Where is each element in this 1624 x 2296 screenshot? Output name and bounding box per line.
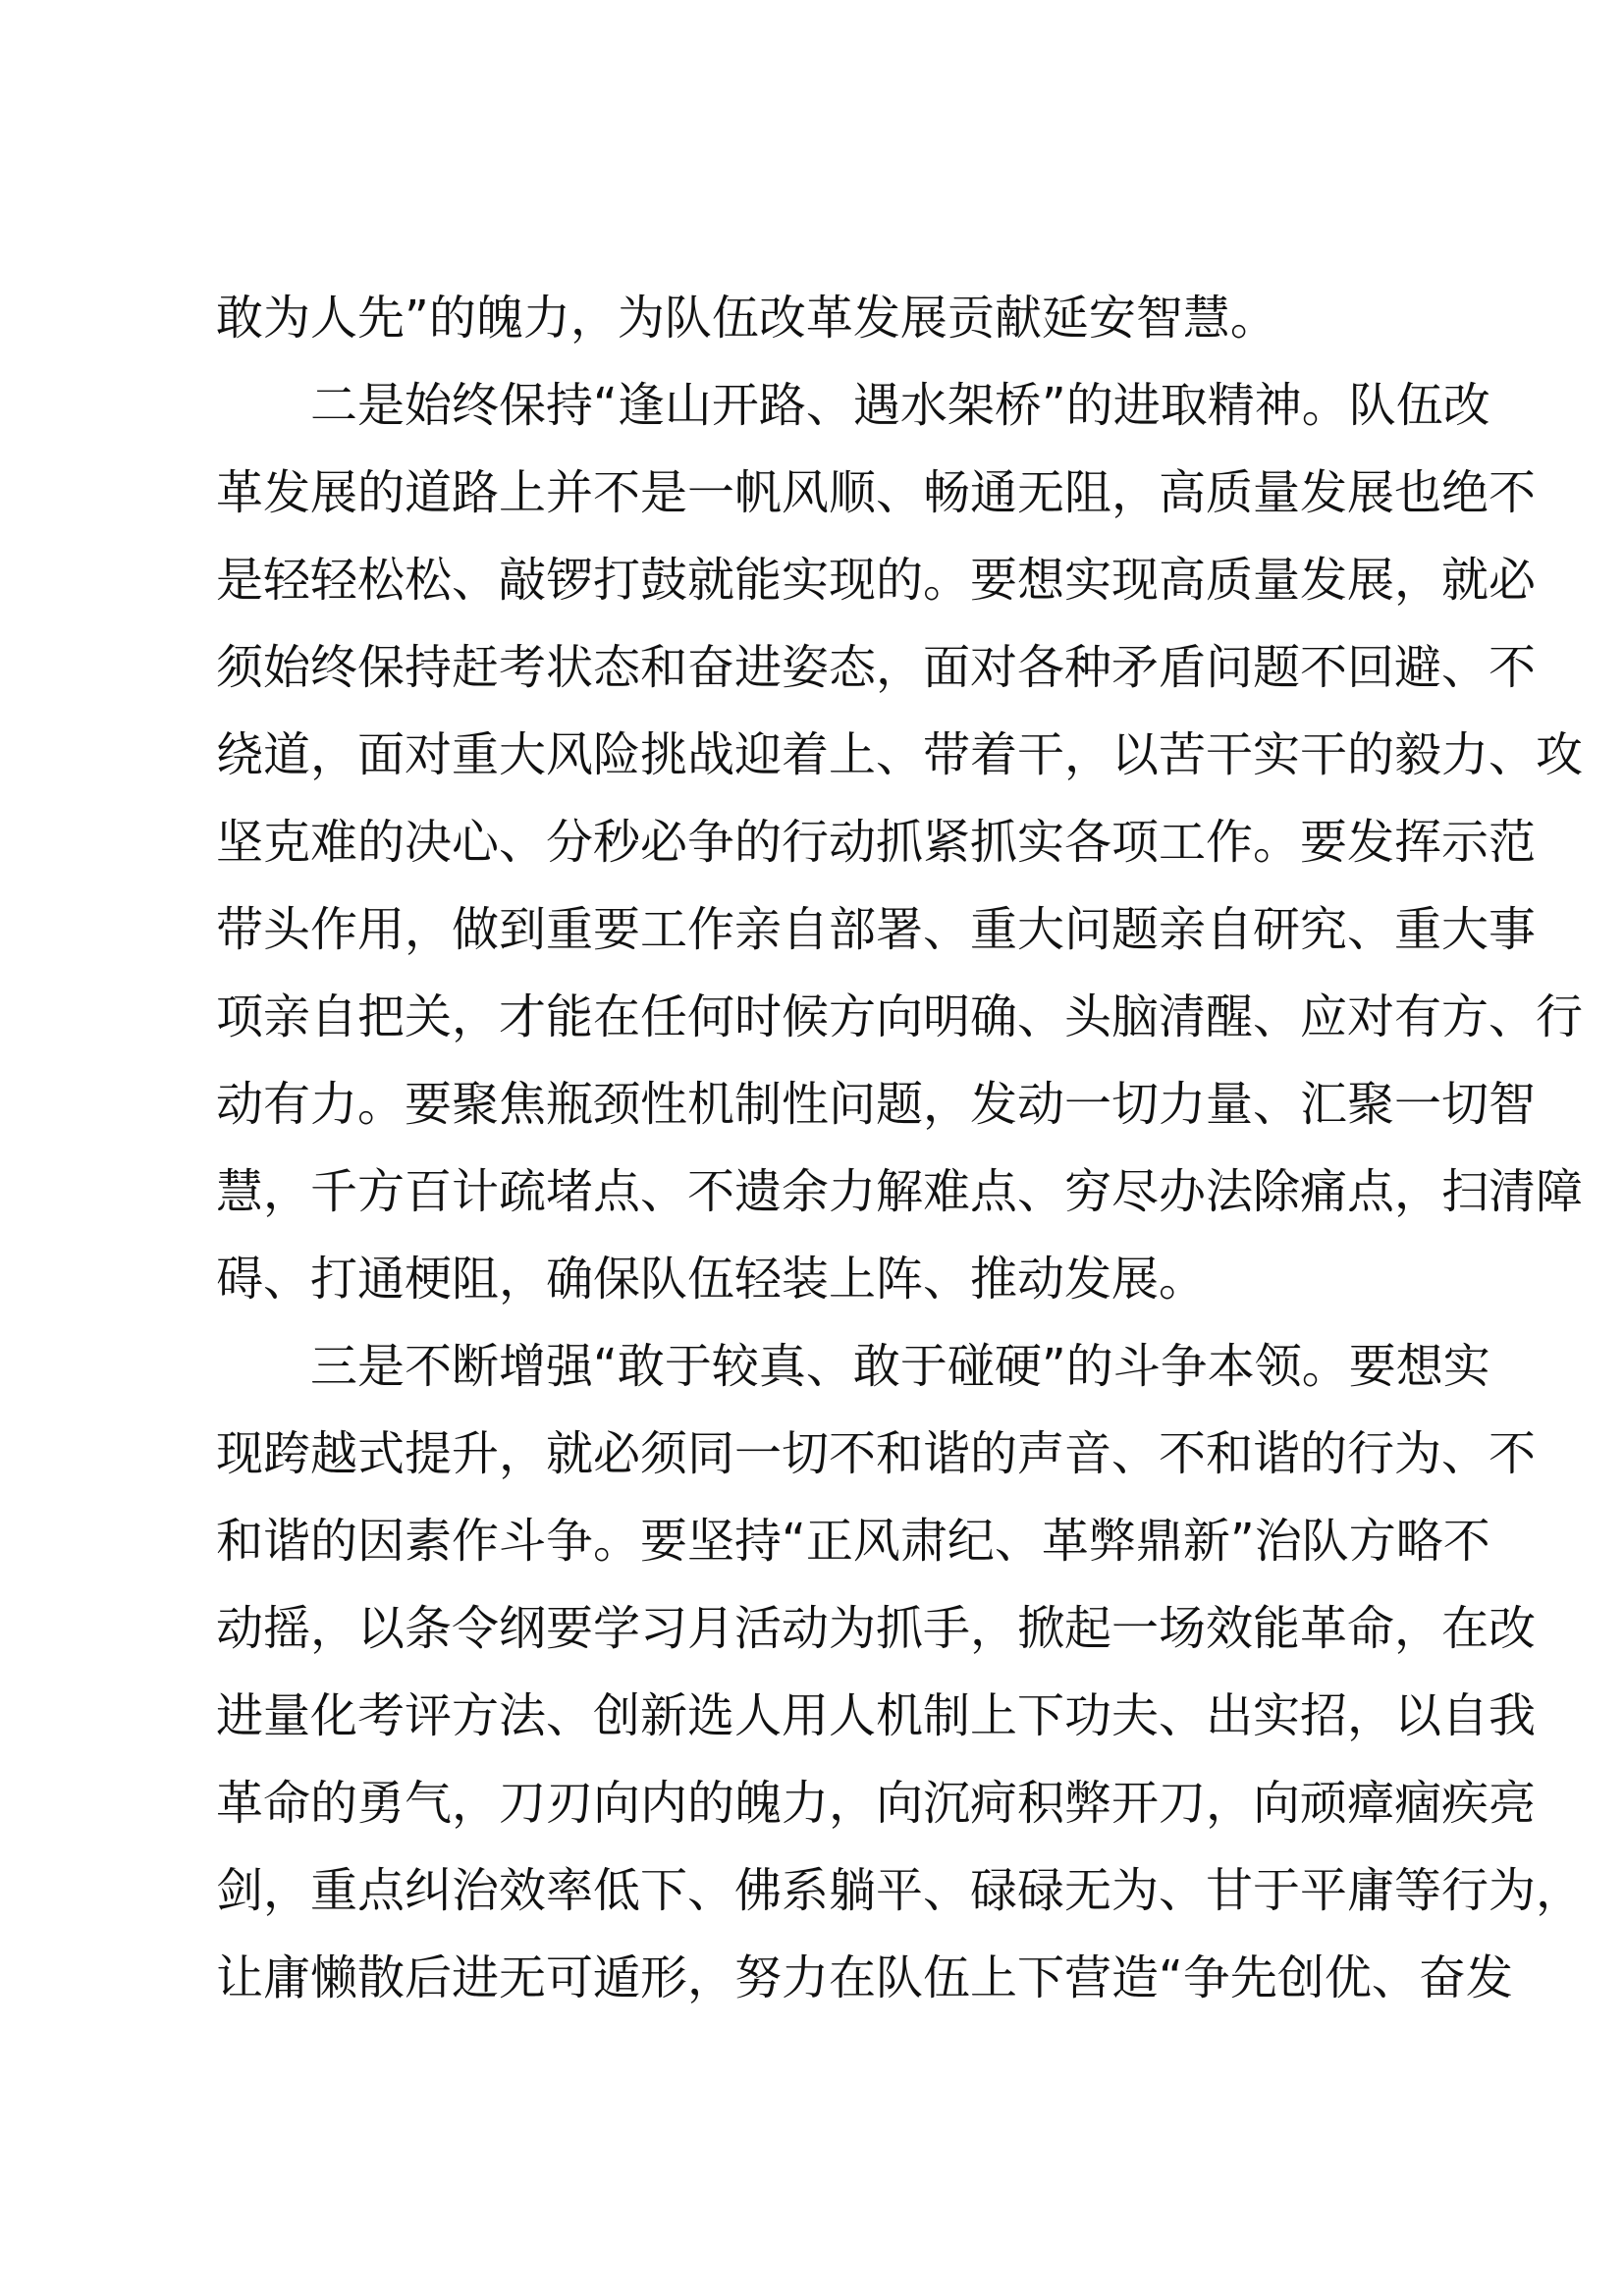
text-line: 坚克难的决心、分秒必争的行动抓紧抓实各项工作。要发挥示范 (216, 815, 1537, 870)
text-line: 项亲自把关，才能在任何时候方向明确、头脑清醒、应对有方、行 (216, 989, 1584, 1044)
text-line: 碍、打通梗阻，确保队伍轻装上阵、推动发展。 (216, 1252, 1207, 1307)
text-line: 是轻轻松松、敲锣打鼓就能实现的。要想实现高质量发展，就必 (216, 553, 1537, 608)
text-line: 慧，千方百计疏堵点、不遗余力解难点、穷尽办法除痛点，扫清障 (216, 1164, 1584, 1219)
paragraph-2 (216, 362, 1584, 1323)
text-line: 革命的勇气，刀刃向内的魄力，向沉疴积弊开刀，向顽瘴痼疾亮 (216, 1776, 1537, 1831)
text-line: 动有力。要聚焦瓶颈性机制性问题，发动一切力量、汇聚一切智 (216, 1077, 1537, 1132)
text-line: 革发展的道路上并不是一帆风顺、畅通无阻，高质量发展也绝不 (216, 465, 1537, 520)
text-line: 让庸懒散后进无可遁形，努力在队伍上下营造“争先创优、奋发 (216, 1950, 1513, 2005)
text-line: 和谐的因素作斗争。要坚持“正风肃纪、革弊鼎新”治队方略不 (216, 1514, 1490, 1569)
text-line: 三是不断增强“敢于较真、敢于碰硬”的斗争本领。要想实 (310, 1339, 1490, 1394)
text-line: 剑，重点纠治效率低下、佛系躺平、碌碌无为、甘于平庸等行为， (216, 1863, 1584, 1918)
text-line: 现跨越式提升，就必须同一切不和谐的声音、不和谐的行为、不 (216, 1426, 1537, 1481)
text-line: 敢为人先”的魄力，为队伍改革发展贡献延安智慧。 (216, 291, 1277, 346)
text-line: 带头作用，做到重要工作亲自部署、重大问题亲自研究、重大事 (216, 902, 1537, 957)
text-line: 动摇，以条令纲要学习月活动为抓手，掀起一场效能革命，在改 (216, 1601, 1537, 1656)
text-line: 二是始终保持“逢山开路、遇水架桥”的进取精神。队伍改 (310, 378, 1490, 433)
paragraph-1 (216, 275, 1434, 362)
text-line: 须始终保持赶考状态和奋进姿态，面对各种矛盾问题不回避、不 (216, 640, 1537, 695)
text-line: 绕道，面对重大风险挑战迎着上、带着干，以苦干实干的毅力、攻 (216, 727, 1584, 782)
paragraph-3 (216, 1323, 1584, 2022)
text-line: 进量化考评方法、创新选人用人机制上下功夫、出实招，以自我 (216, 1688, 1537, 1743)
document-body (216, 275, 1584, 2022)
